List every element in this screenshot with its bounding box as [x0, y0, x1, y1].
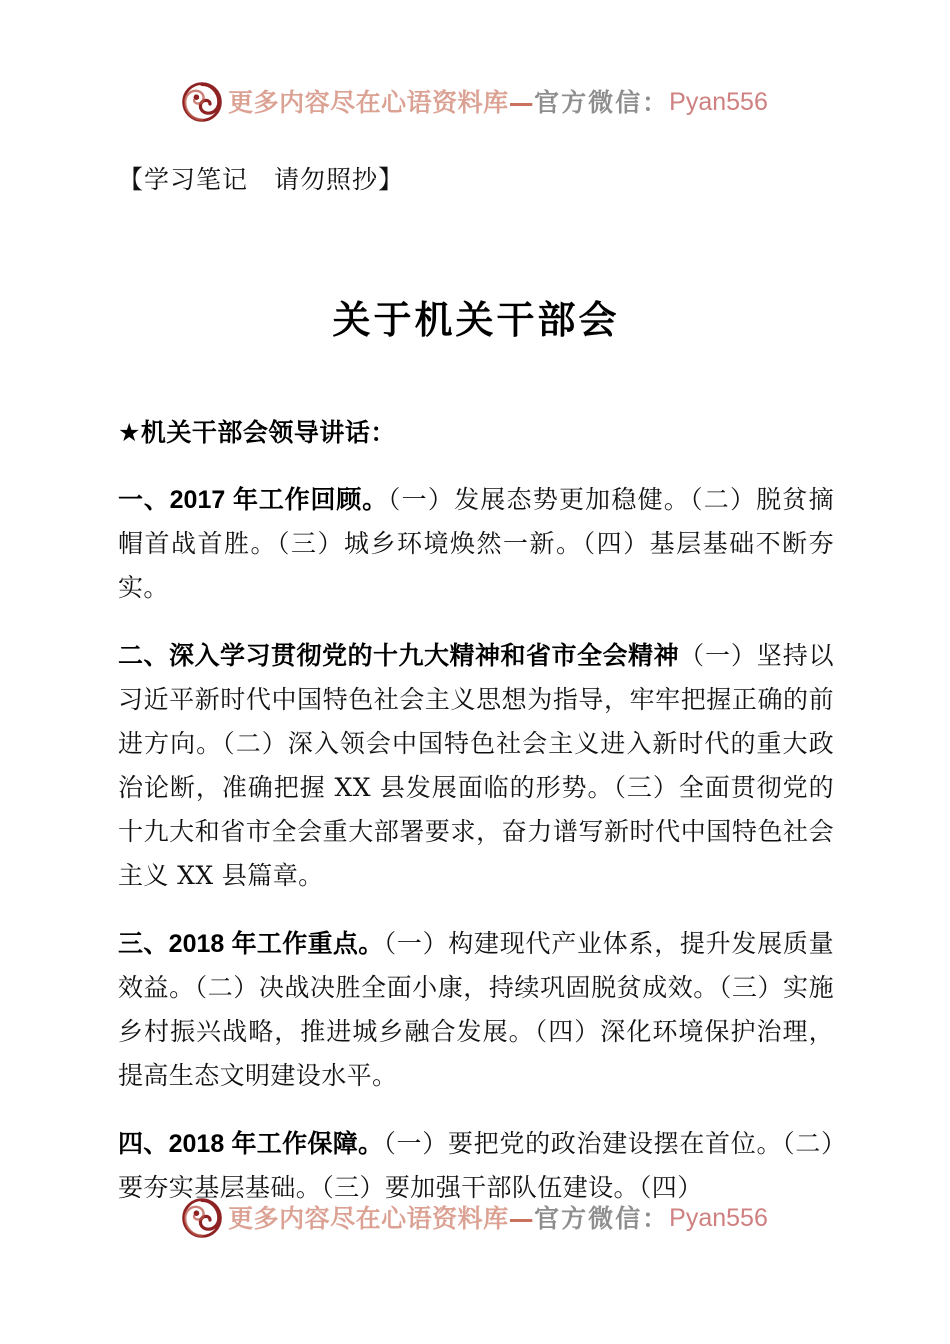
section-heading: 三、2018 年工作重点。: [118, 930, 384, 958]
section-paragraph: [118, 1122, 834, 1210]
section-heading: 四、2018 年工作保障。: [118, 1130, 384, 1158]
watermark-top: [0, 82, 950, 122]
watermark-handle: Pyan556: [669, 87, 768, 116]
watermark-channel-label: 官方微信：: [534, 87, 670, 117]
watermark-bottom: [0, 1198, 950, 1238]
section-body: （一）要把党的政治建设摆在首位。（二）要夯实基层基础。（三）要加强干部队伍建设。（四）: [118, 1129, 834, 1202]
section-body: （一）构建现代产业体系，提升发展质量效益。（二）决战决胜全面小康，持续巩固脱贫成效。（三）实施乡村振兴战略，推进城乡融合发展。（四）深化环境保护治理，提高生态文明建设水平。: [118, 929, 835, 1090]
swirl-seal-icon: [182, 82, 222, 122]
section-body: （一）坚持以习近平新时代中国特色社会主义思想为指导，牢牢把握正确的前进方向。（二）深入领会中国特色社会主义进入新时代的重大政治论断，准确把握 XX 县发展面临的形势。（三）全面贯彻党的十九大和省市全会重大部署要求，奋力谱写新时代中国特色社会主义 XX 县篇章。: [118, 641, 834, 890]
watermark-main-text: 更多内容尽在心语资料库: [228, 1203, 509, 1233]
lead-line: ★机关干部会领导讲话：: [118, 419, 396, 447]
study-note-bracket: 【学习笔记 请勿照抄】: [118, 166, 405, 194]
section-paragraph: [118, 922, 834, 1098]
watermark-dash: —: [508, 87, 535, 117]
watermark-handle: Pyan556: [669, 1203, 768, 1232]
section-heading: 一、2017 年工作回顾。: [118, 486, 388, 514]
page-title: 关于机关干部会: [332, 297, 620, 342]
watermark-channel-label: 官方微信：: [534, 1203, 670, 1233]
section-body: （一）发展态势更加稳健。（二）脱贫摘帽首战首胜。（三）城乡环境焕然一新。（四）基层基础不断夯实。: [118, 485, 835, 602]
swirl-seal-icon: [182, 1198, 222, 1238]
section-paragraph: [118, 478, 834, 610]
watermark-dash: —: [508, 1203, 535, 1233]
section-paragraph: [118, 634, 834, 898]
document-content: [118, 160, 834, 1210]
section-heading: 二、深入学习贯彻党的十九大精神和省市全会精神: [118, 642, 680, 670]
watermark-main-text: 更多内容尽在心语资料库: [228, 87, 509, 117]
